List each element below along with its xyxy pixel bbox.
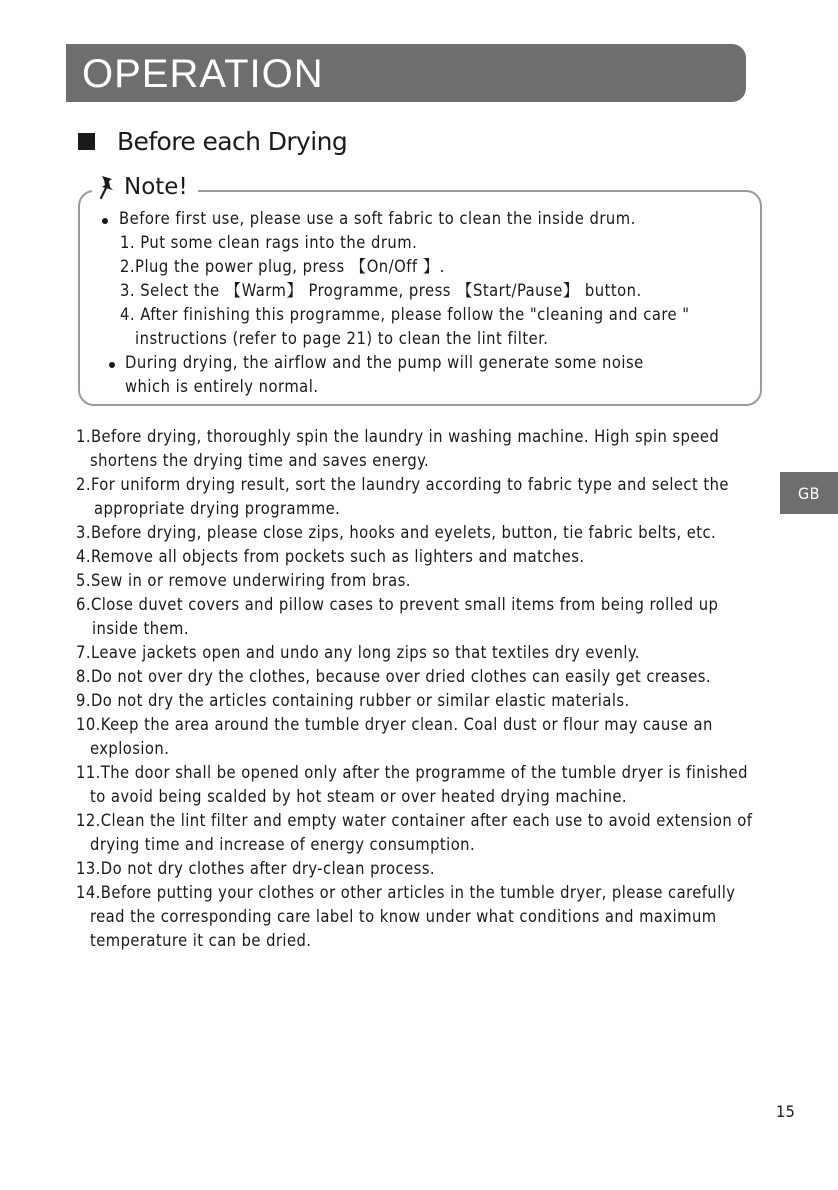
list-item: 5.Sew in or remove underwiring from bras.	[76, 571, 411, 590]
list-item: 12.Clean the lint filter and empty water container after each use to avoid extension of	[76, 811, 753, 830]
list-item-continuation: read the corresponding care label to know under what conditions and maximum	[90, 907, 717, 926]
list-item: 10.Keep the area around the tumble dryer clean. Coal dust or flour may cause an	[76, 715, 713, 734]
note-line: instructions (refer to page 21) to clean the lint filter.	[135, 329, 549, 348]
page-number: 15	[776, 1102, 796, 1121]
list-item: 3.Before drying, please close zips, hooks and eyelets, button, tie fabric belts, etc.	[76, 523, 717, 542]
list-item: 14.Before putting your clothes or other articles in the tumble dryer, please carefully	[76, 883, 736, 902]
section-heading	[78, 124, 347, 158]
note-line: which is entirely normal.	[125, 377, 319, 396]
list-item: 13.Do not dry clothes after dry-clean process.	[76, 859, 436, 878]
list-item-continuation: explosion.	[90, 739, 170, 758]
bullet-dot	[102, 218, 108, 224]
language-tab: GB	[780, 472, 838, 514]
list-item-continuation: inside them.	[92, 619, 189, 638]
note-box	[78, 174, 762, 406]
list-item: 4.Remove all objects from pockets such as lighters and matches.	[76, 547, 585, 566]
pushpin-icon	[96, 174, 118, 200]
list-item-continuation: drying time and increase of energy consumption.	[90, 835, 476, 854]
note-label: Note!	[124, 174, 188, 200]
list-item-continuation: temperature it can be dried.	[90, 931, 312, 950]
square-bullet-icon	[78, 133, 95, 150]
section-title: Before each Drying	[117, 126, 348, 156]
list-item: 2.For uniform drying result, sort the laundry according to fabric type and select the	[76, 475, 729, 494]
note-header	[92, 174, 198, 200]
list-item: 11.The door shall be opened only after the programme of the tumble dryer is finished	[76, 763, 748, 782]
note-line: 3. Select the 【Warm】 Programme, press 【Start/Pause】 button.	[120, 281, 642, 300]
bullet-dot	[109, 362, 115, 368]
list-item: 7.Leave jackets open and undo any long zips so that textiles dry evenly.	[76, 643, 640, 662]
page-title: OPERATION	[82, 52, 324, 96]
list-item: 1.Before drying, thoroughly spin the laundry in washing machine. High spin speed	[76, 427, 720, 446]
list-item: 8.Do not over dry the clothes, because over dried clothes can easily get creases.	[76, 667, 712, 686]
list-item-continuation: to avoid being scalded by hot steam or over heated drying machine.	[90, 787, 628, 806]
list-item: 9.Do not dry the articles containing rubber or similar elastic materials.	[76, 691, 630, 710]
list-item-continuation: shortens the drying time and saves energy.	[90, 451, 430, 470]
note-line: 2.Plug the power plug, press 【On/Off 】.	[120, 257, 445, 276]
list-item: 6.Close duvet covers and pillow cases to prevent small items from being rolled up	[76, 595, 719, 614]
note-line: Before first use, please use a soft fabric to clean the inside drum.	[119, 209, 636, 228]
note-line: 4. After finishing this programme, please follow the "cleaning and care "	[120, 305, 690, 324]
list-item-continuation: appropriate drying programme.	[94, 499, 341, 518]
note-line: 1. Put some clean rags into the drum.	[120, 233, 418, 252]
note-line: During drying, the airflow and the pump will generate some noise	[125, 353, 644, 372]
header-bar	[66, 44, 746, 102]
